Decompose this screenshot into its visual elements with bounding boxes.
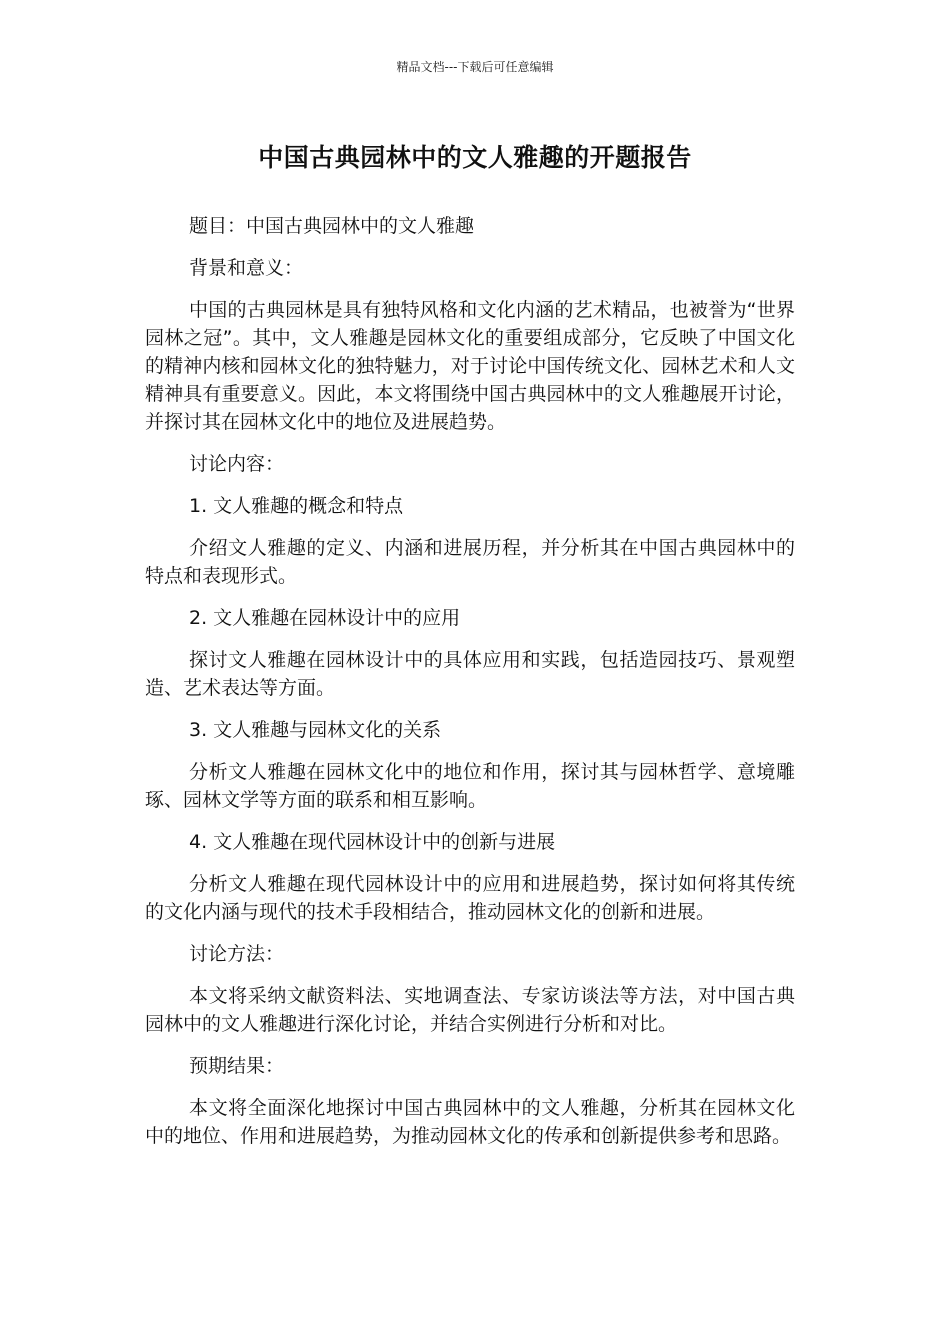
- paragraph-2: 探讨文人雅趣在园林设计中的具体应用和实践，包括造园技巧、景观塑造、艺术表达等方面。: [145, 649, 795, 699]
- paragraph-topic: 题目：中国古典园林中的文人雅趣: [189, 215, 475, 237]
- paragraph-3: 分析文人雅趣在园林文化中的地位和作用，探讨其与园林哲学、意境雕琢、园林文学等方面的联系和相互影响。: [145, 761, 795, 811]
- document-title: 中国古典园林中的文人雅趣的开题报告: [258, 143, 692, 172]
- paragraph-1: 介绍文人雅趣的定义、内涵和进展历程，并分析其在中国古典园林中的特点和表现形式。: [145, 537, 795, 587]
- heading-background: 背景和意义：: [189, 257, 304, 279]
- document-body: [145, 212, 795, 1164]
- heading-content: 讨论内容：: [189, 453, 285, 475]
- paragraph-4: 分析文人雅趣在现代园林设计中的应用和进展趋势，探讨如何将其传统的文化内涵与现代的技术手段相结合，推动园林文化的创新和进展。: [145, 873, 795, 923]
- paragraph-expected-results: 本文将全面深化地探讨中国古典园林中的文人雅趣，分析其在园林文化中的地位、作用和进展趋势，为推动园林文化的传承和创新提供参考和思路。: [145, 1097, 795, 1147]
- page-header-note: 精品文档---下载后可任意编辑: [396, 60, 554, 74]
- subheading-1: 1. 文人雅趣的概念和特点: [189, 495, 404, 517]
- subheading-2: 2. 文人雅趣在园林设计中的应用: [189, 607, 461, 629]
- subheading-3: 3. 文人雅趣与园林文化的关系: [189, 719, 442, 741]
- paragraph-methods: 本文将采纳文献资料法、实地调查法、专家访谈法等方法，对中国古典园林中的文人雅趣进行深化讨论，并结合实例进行分析和对比。: [145, 985, 795, 1035]
- heading-expected-results: 预期结果：: [189, 1055, 285, 1077]
- subheading-4: 4. 文人雅趣在现代园林设计中的创新与进展: [189, 831, 556, 853]
- paragraph-background: 中国的古典园林是具有独特风格和文化内涵的艺术精品，也被誉为“世界园林之冠”。其中，文人雅趣是园林文化的重要组成部分，它反映了中国文化的精神内核和园林文化的独特魅力，对于讨论中国传统文化、园林艺术和人文精神具有重要意义。因此，本文将围绕中国古典园林中的文人雅趣展开讨论，并探讨其在园林文化中的地位及进展趋势。: [145, 299, 795, 433]
- heading-methods: 讨论方法：: [189, 943, 285, 965]
